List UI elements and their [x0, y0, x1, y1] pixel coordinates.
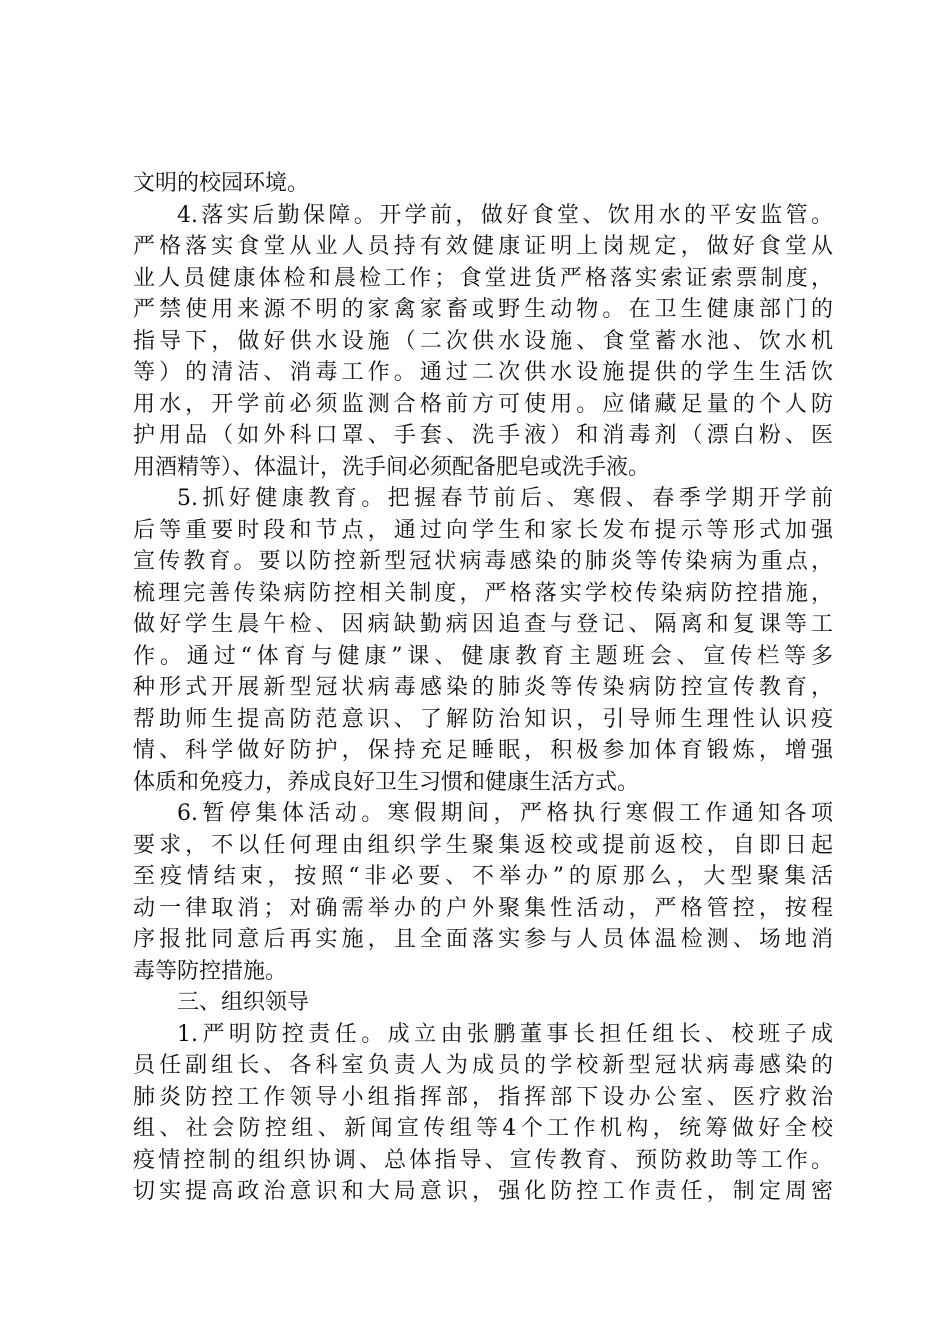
text-line: 至疫情结束，按照“非必要、不举办”的原那么，大型聚集活: [133, 864, 833, 889]
text-line: 梳理完善传染病防控相关制度，严格落实学校传染病防控措施，: [133, 580, 833, 606]
text-line: 体质和免疫力，养成良好卫生习惯和健康生活方式。: [133, 769, 640, 795]
text-line: 毒等防控措施。: [133, 958, 288, 984]
text-line: 后等重要时段和节点，通过向学生和家长发布提示等形式加强: [133, 517, 833, 543]
text-line: 护用品（如外科口罩、手套、洗手液）和消毒剂（漂白粉、医: [133, 423, 833, 448]
text-line: 情、科学做好防护，保持充足睡眠，积极参加体育锻炼，增强: [133, 738, 833, 763]
text-line: 严禁使用来源不明的家禽家畜或野生动物。在卫生健康部门的: [133, 297, 833, 322]
text-line: 种形式开展新型冠状病毒感染的肺炎等传染病防控宣传教育，: [133, 675, 833, 700]
text-line: 做好学生晨午检、因病缺勤病因追查与登记、隔离和复课等工: [133, 612, 833, 637]
text-line: 肺炎防控工作领导小组指挥部，指挥部下设办公室、医疗救治: [133, 1084, 833, 1110]
text-line: 切实提高政治意识和大局意识，强化防控工作责任，制定周密: [133, 1179, 833, 1204]
text-line: 作。通过“体育与健康”课、健康教育主题班会、宣传栏等多: [133, 643, 833, 669]
text-line: 用酒精等）、体温计，洗手间必须配备肥皂或洗手液。: [133, 454, 651, 480]
text-line: 严格落实食堂从业人员持有效健康证明上岗规定，做好食堂从: [133, 234, 833, 259]
text-line: 指导下，做好供水设施（二次供水设施、食堂蓄水池、饮水机: [133, 328, 833, 354]
text-line: 员任副组长、各科室负责人为成员的学校新型冠状病毒感染的: [133, 1053, 833, 1078]
text-line: 要求，不以任何理由组织学生聚集返校或提前返校，自即日起: [133, 832, 833, 858]
text-line: 三、组织领导: [177, 990, 310, 1015]
text-line: 宣传教育。要以防控新型冠状病毒感染的肺炎等传染病为重点，: [133, 549, 833, 574]
text-line: 帮助师生提高防范意识、了解防治知识，引导师生理性认识疫: [133, 706, 833, 732]
text-line: 组、社会防控组、新闻宣传组等4个工作机构，统筹做好全校: [133, 1116, 833, 1141]
text-line: 5.抓好健康教育。把握春节前后、寒假、春季学期开学前: [177, 486, 833, 511]
text-line: 疫情控制的组织协调、总体指导、宣传教育、预防救助等工作。: [133, 1147, 833, 1173]
text-line: 文明的校园环境。: [133, 171, 310, 196]
text-line: 4.落实后勤保障。开学前，做好食堂、饮用水的平安监管。: [177, 202, 833, 228]
text-line: 6.暂停集体活动。寒假期间，严格执行寒假工作通知各项: [177, 801, 833, 826]
text-line: 业人员健康体检和晨检工作；食堂进货严格落实索证索票制度，: [133, 265, 833, 291]
document-body-text: [133, 168, 833, 1208]
text-line: 用水，开学前必须监测合格前方可使用。应储藏足量的个人防: [133, 391, 833, 417]
text-line: 等）的清洁、消毒工作。通过二次供水设施提供的学生生活饮: [133, 360, 833, 385]
text-line: 序报批同意后再实施，且全面落实参与人员体温检测、场地消: [133, 927, 833, 952]
text-line: 动一律取消；对确需举办的户外聚集性活动，严格管控，按程: [133, 895, 833, 921]
text-line: 1.严明防控责任。成立由张鹏董事长担任组长、校班子成: [177, 1021, 833, 1047]
